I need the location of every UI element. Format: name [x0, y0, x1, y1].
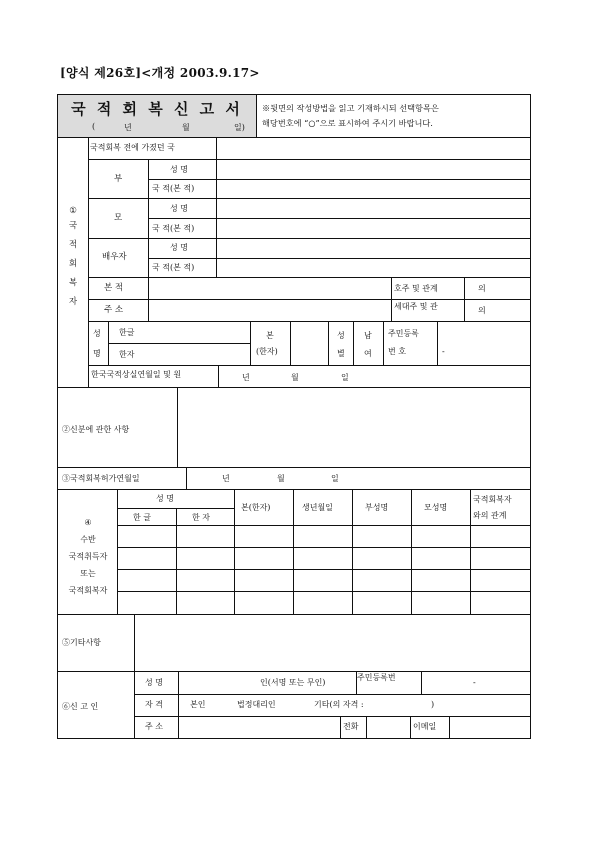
form-number: [양식 제26호]<개정 2003.9.17>	[60, 66, 260, 80]
section3-day: 일	[331, 474, 339, 483]
section3-year: 년	[222, 474, 230, 483]
s4-relation-header-1: 국적회복자	[473, 495, 512, 504]
s6-name-label: 성 명	[145, 678, 163, 687]
s4-father-header: 부성명	[365, 503, 389, 512]
seong-label: 성	[93, 329, 101, 338]
sex-label-2: 별	[337, 349, 345, 358]
hanja-label: 한자	[119, 350, 135, 359]
myeong-label: 명	[93, 349, 101, 358]
s4-name-header: 성 명	[156, 494, 174, 503]
s6-other-option[interactable]: 기타(의 자격 :	[314, 700, 364, 709]
loss-month: 월	[291, 373, 299, 382]
section6-label: ⑥신 고 인	[62, 702, 99, 711]
section3-month: 월	[277, 474, 285, 483]
loss-date-label: 한국국적상실연월일 및 원	[91, 370, 182, 379]
hoju-relation-label: 호주 및 관계	[394, 284, 438, 293]
householder-relation-label: 세대주 및 관	[394, 302, 438, 311]
instruction-note	[262, 101, 530, 131]
sex-label-1: 성	[337, 331, 345, 340]
mother-label: 모	[114, 213, 123, 223]
loss-year: 년	[242, 373, 250, 382]
loss-day: 일	[341, 373, 349, 382]
s6-rrn-label: 주민등록번	[357, 673, 396, 682]
householder-ui: 의	[478, 306, 486, 315]
section2-label: ②신분에 관한 사항	[62, 425, 130, 434]
female-option[interactable]: 여	[364, 349, 372, 358]
s4-hanja-header: 한 자	[192, 513, 210, 522]
spouse-nationality-label: 국 적(본 적)	[152, 263, 195, 272]
s6-legal-rep-option[interactable]: 법정대리인	[237, 700, 276, 709]
form-title: 국 적 회 복 신 고 서	[71, 100, 243, 118]
date-day: 일)	[234, 123, 245, 132]
address-label: 주 소	[104, 305, 124, 315]
s4-bon-header: 본(한자)	[241, 503, 271, 512]
rrn-label-2: 번 호	[388, 347, 406, 356]
s6-email-label: 이메일	[413, 722, 437, 731]
rrn-label-1: 주민등록	[388, 329, 419, 338]
hangul-label: 한글	[119, 328, 135, 337]
mother-name-label: 성 명	[170, 204, 188, 213]
section5-label: ⑤기타사항	[62, 638, 101, 647]
note-line-2: 해당번호에 “○”으로 표시하여 주시기 바랍니다.	[262, 118, 433, 128]
bonjeok-label: 본 적	[104, 283, 124, 293]
prev-nationality-label: 국적회복 전에 가졌던 국	[90, 143, 175, 152]
hoju-ui: 의	[478, 284, 486, 293]
s4-hangul-header: 한 글	[133, 513, 151, 522]
s6-seal: 인(서명 또는 무인)	[260, 678, 326, 687]
s6-self-option[interactable]: 본인	[190, 700, 206, 709]
s6-address-label: 주 소	[145, 722, 163, 731]
s4-mother-header: 모성명	[424, 503, 448, 512]
section3-label: ③국적회복허가연월일	[62, 474, 140, 483]
section4-label: ④ 수반 국적취득자 또는 국적회복자	[68, 518, 108, 595]
prev-nationality-field[interactable]	[217, 141, 530, 157]
spouse-name-label: 성 명	[170, 243, 188, 252]
s6-rrn-dash: -	[473, 678, 476, 687]
other-notes-field[interactable]	[135, 615, 530, 670]
mother-nationality-label: 국 적(본 적)	[152, 224, 195, 233]
s6-capacity-label: 자 격	[145, 700, 163, 709]
father-nationality-label: 국 적(본 적)	[152, 184, 195, 193]
s6-phone-label: 전화	[343, 722, 359, 731]
bon-hanja-label: (한자)	[256, 347, 278, 356]
spouse-label: 배우자	[102, 252, 127, 262]
bon-label: 본	[266, 331, 274, 340]
s4-birth-header: 생년월일	[302, 503, 333, 512]
date-month: 월	[182, 123, 190, 132]
note-line-1: ※뒷면의 작성방법을 읽고 기재하시되 선택항목은	[262, 103, 439, 113]
date-open: (	[92, 122, 96, 131]
rrn-dash: -	[442, 347, 445, 356]
date-year: 년	[124, 123, 132, 132]
father-label: 부	[114, 174, 123, 184]
identity-field[interactable]	[178, 388, 530, 466]
father-name-label: 성 명	[170, 165, 188, 174]
section1-label: ① 국 적 회 복 자	[68, 206, 78, 307]
s6-other-close: )	[431, 700, 435, 709]
male-option[interactable]: 남	[364, 331, 372, 340]
s4-relation-header-2: 와의 관계	[473, 511, 507, 520]
